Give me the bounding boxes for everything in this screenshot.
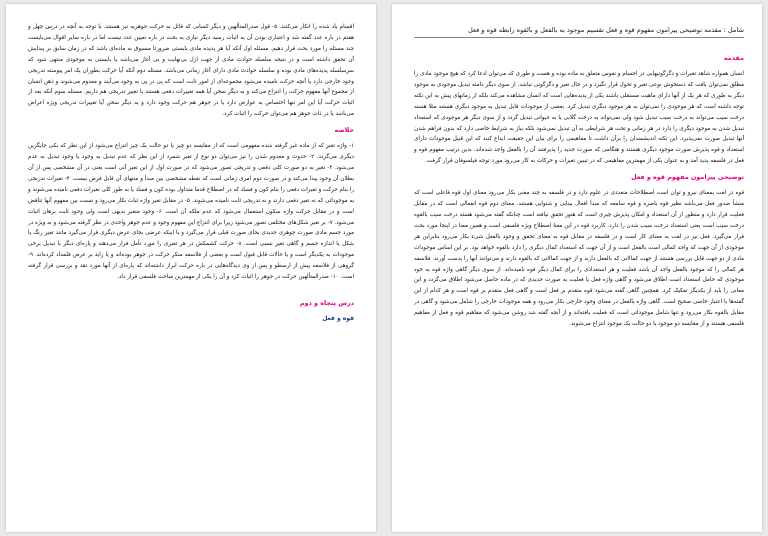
spacer [28, 289, 354, 299]
summary-paragraph: ۱- واژه تغیر که از ماده غیر گرفته شده مفهومی است که از مقایسه دو چیز یا دو حالت یک چیز انتزاع می‌شود از این نظر که یکی جایگزین دیگری می‌گردد. ۲- حدوث و معدوم شدن را نیز می‌توان دو نوع از تغیر شمرد از این نظر که عدم تبدیل به وجود یا وجود تبدیل به عدم می‌شود. ۳- تغیر به دو صورت کلی دفعی و تدریجی تصور می‌شود که در صورت اول از این تغیر آنی است یعنی در آن مشخصی پس از آن بطلان آن وجود پیدا می‌کند و در صورت دوم امری زمانی است که نقطه مشخصی بین مبدأ و منتهای آن قابل فرض نیست. ۴- تغیرات تدریجی را بنام حرکت و تغیرات دفعی را بنام کون و فساد که در اصطلاح قدما متداول بوده کون و فساد یا به طور کلی تغیرات دفعی نامیده می‌شوند و به موجوداتی که نه تغیر دفعی دارند و نه تدریجی ثابت نامیده می‌شوند. ۵- در مقابل تغیر واژه ثبات بکار می‌رود و نسبت بین مفهوم آنها تناقض است و در مقابل حرکت واژه سکون استعمال می‌شود که عدم ملکه آن است. ۶- وجود متغیر بدیهی است ولی وجود ثابت برهان اثبات می‌شود. ۷- بر تغیر شکل‌های مختلفی تصور می‌شود زیرا برای انتزاع این مفهوم وجود و عدم جوهر واحدی در نظر گرفته می‌شود و به ویژه در مورد جسم مادی صورت جوهری جدیدی بجای صورت قبلی قرار می‌گیرد و یا اینکه عرضی بجای عرض دیگری قرار می‌گیرد مانند تغیر رنگ یا شکل یا اندازه جسم و گاهی تغیر نسبی است. ۸- حرکت کشمکش در هر تغیری را مورد تأمل قرار می‌دهند و پاره‌ای دیگر با تبدیل برخی موجودات به یکدیگر است و یا حالات قابل قبول است و بعضی از فلاسفه منکر حرکت در جوهر بوده‌اند و یا زاید بر عرض قلمداد کرده‌اند. ۹- گروهی از فلاسفه پیش از ارسطو و پس از وی دیدگاه‌هایی در باره حرکت ابراز داشته‌اند که پاره‌ای از آنها مورد نقد و بررسی قرار گرفته است. ۱۰- صدرالمتألهین حرکت در جوهر را اثبات کرد و آن را یکی از مهمترین مباحث فلسفی قرار داد. [28, 143, 355, 281]
right-page [392, 4, 762, 532]
summary-heading: خلاصه [334, 126, 354, 135]
intro-paragraph: انسان همواره شاهد تغیرات و دگرگونیهایی در اجسام و نفوس متعلق به ماده بوده و هست و طوری که می‌توان ادعا کرد که هیچ موجود مادی را مطلق نمی‌توان یافت که دستخوش نوعی تغیر و تحول قرار نگیرد و در حال تغیر و دگرگونی نباشد. از سوی دیگر دامنه تبدیل موجودی به موجود دیگر به طوری که هر یک از آنها دارای ماهیت مستقلی باشند یکی از پدیده‌هایی است که انسان مشاهده می‌کند بلکه از زمانهای پیش به این نکته توجه داشته است که هر موجودی را نمی‌توان به هر موجود دیگری تبدیل کرد. بعضی از موجودات قابل تبدیل به موجود دیگری هستند مثلا هسته درخت سیب می‌تواند به درخت سیب تبدیل شود ولی نمی‌تواند به درخت گلابی یا به حیوانی تبدیل گردد و از سوی دیگر هر موجودی که استعداد تبدیل شدن به موجود دیگری را دارد در هر زمانی و تحت هر شرایطی به آن تبدیل نمی‌شود بلکه نیاز به شرایط خاصی دارد که بدون فراهم شدن آنها تبدیل صورت نمی‌پذیرد. این نکته اندیشمندان را برآن داشت تا مفاهیمی را برای بیان این حقیقت ابداع کنند که این قبیل موجودات دارای استعداد و قوه پذیرش صورت موجود دیگری هستند و هنگامی که صورت جدید را پذیرفتند آن را بالفعل واجد شده‌اند. بدین ترتیب مفهوم قوه و فعل در فلسفه پدید آمد و به عنوان یکی از مهمترین مفاهیمی که در تبیین تغیرات و حرکات به کار می‌رود مورد توجه فیلسوفان قرار گرفت. [414, 71, 744, 165]
lesson-title: درس پنجاه و دوم [299, 298, 354, 307]
lesson-subtitle: قوه و فعل [322, 314, 354, 322]
section-heading: توضیحی پیرامون مفهوم قوه و فعل [631, 173, 744, 182]
left-paragraph-1: اقسام یاد شده را انکار می‌کنند. ۵- قول صدرالمتألهین و دیگر کسانی که قائل به حرکت جوهریه نیز هستند. با توجه به آنچه در درس چهل و هفتم در باره عدد گفته شد و اعتباری بودن آن به اثبات رسید دیگر نیازی به بحث در باره تعیین عدد نیست اما در باره سایر اقوال می‌بایست چند مسئله را مورد بحث قرار دهیم. مسئله اول آنکه آیا هر پدیده مادی بایستی ضرورتا مسبوق به ماده‌ای باشد که در زمان سابق بر پیدایش آن تحقق داشته است و در نتیجه سلسله حوادث مادی از جهت ازل بی‌نهایت و بی آغاز می‌باشد یا بایستی به موجودی منتهی شود که سرسلسله پدیده‌های مادی بوده و سلسله حوادث مادی دارای آغاز زمانی می‌باشد. مسئله دوم آنکه آیا حرکت بطوران یک امر پیوسته تدریجی وجود خارجی دارد یا آنچه حرکت نامیده می‌شود مجموعه‌ای از امور ثابت است که پی در پی به وجود می‌آیند و معدوم می‌شوند و ذهن انسان از مجموع آنها مفهوم حرکت را انتزاع می‌کند و به دیگر سخن آیا همه تغییرات دفعی هستند یا تغییر تدریجی هم داریم. مسئله سوم آنکه بعد از اثبات حرکت آیا این امر تنها اختصاص به عوارض دارد یا در جوهر هم حرکت وجود دارد و به دیگر سخن آیا تغییرات تدریجی ویژه اعراض می‌باشد یا در ذات جوهر هم می‌توان حرکت را اثبات کرد. [28, 24, 355, 118]
left-page [6, 4, 376, 532]
running-head: شامل : مقدمه توضیحی پیرامون مفهوم قوه و فعل تقسیم موجود به بالفعل و بالقوه رابطه قوه و فعل [414, 26, 744, 38]
intro-heading: مقدمه [723, 54, 744, 62]
section-paragraph: قوه در لغت بمعنای نیرو و توان است اصطلاحات متعددی در علوم دارد و در فلسفه به چند معنی بکار می‌رود معنای اول قوه فاعلی است که منشأ صدور فعل می‌باشد نظیر قوه باصره و قوه سامعه که مبدأ افعال بینایی و شنوایی هستند. معنای دوم قوه انفعالی است که در مقابل فعلیت قرار دارد و منظور از آن استعداد و امکان پذیرش چیزی است که هنوز تحقق نیافته است چنانکه گفته می‌شود هسته درخت سیب بالقوه درخت سیب است یعنی استعداد درخت سیب شدن را دارد. کاربرد قوه در این معنا اصطلاح ویژه فلسفی است و همین معنا در اینجا مورد بحث قرار می‌گیرد. فعل نیز در لغت به معنای کار است و در فلسفه در مقابل قوه به معنای تحقق و وجود بالفعل شیء بکار می‌رود بنابراین هر موجودی از آن جهت که واجد کمالی است بالفعل است و از آن جهت که استعداد کمال دیگری را دارد بالقوه خواهد بود. بر این اساس موجودات مادی از دو جهت قابل بررسی هستند از جهت کمالاتی که بالفعل دارند و از جهت کمالاتی که بالقوه دارند و می‌توانند آنها را بدست آورند. فلاسفه هر کمالی را که موجود بالفعل واجد آن باشد فعلیت و هر استعدادی را برای کمال دیگر قوه نامیده‌اند. از سوی دیگر گاهی واژه قوه به خود موجودی که حامل استعداد است اطلاق می‌شود و گاهی واژه فعل یا فعلیت به صورت جدیدی که در ماده حاصل می‌شود اطلاق می‌گردد و این معانی را باید از یکدیگر تفکیک کرد. همچنین گاهی گفته می‌شود قوه متقدم بر فعل است و گاهی فعل متقدم بر قوه است و هر کدام از این گفته‌ها با اعتبار خاصی صحیح است. گاهی واژه بالفعل در معنای وجود خارجی بکار می‌رود و همه موجودات خارجی را شامل می‌شود و گاهی در مقابل بالقوه بکار می‌رود و تنها شامل موجوداتی است که فعلیت یافته‌اند و از آنچه گفته شد روشن می‌شود که مفاهیم قوه و فعل از مفاهیم فلسفی هستند و از مقایسه دو موجود یا دو حالت یک موجود انتزاع می‌شوند. [414, 190, 744, 328]
